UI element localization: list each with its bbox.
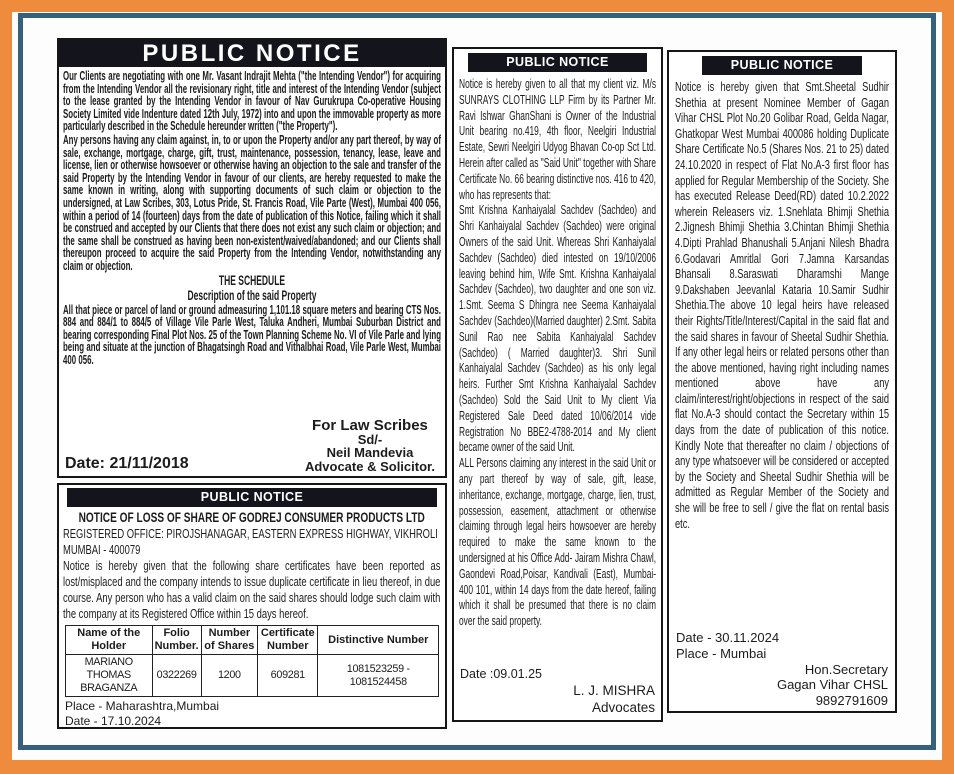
right-sign-phone: 9892791609 [815, 692, 888, 708]
right-notice-place: Place - Mumbai [676, 645, 767, 661]
godrej-notice-body: Notice is hereby given that the following share certificates have been reported as lost/misplaced and the company intends to issue duplicate certificate in lieu thereof, in due course. Any person who has a valid claim on the said shares should lodge such claim with the company at its Registered Office within 15 days hereof. [63, 558, 441, 621]
cell-holder-name: MARIANO THOMAS BRAGANZA [65, 655, 152, 697]
middle-notice-paragraph-3: ALL Persons claiming any interest in the said Unit or any part thereof by way of sale, gift, lease, inheritance, exchange, mortgage, charge, lien, trust, possession, easement, attachment or otherwise claiming through legal heirs howsoever are hereby required to make the same known to the undersigned at his Office Add- Jairam Mishra Chawl, Gaondevi Road,Poisar, Kandivali (East), Mumbai- 400 101, within 14 days from the date hereof, failing which it shall be presumed that there is no claim over the said property. [459, 455, 657, 629]
header-number-of-shares: Number of Shares [201, 626, 258, 655]
left-notice-signoff [305, 419, 439, 473]
share-certificate-table [65, 625, 439, 697]
left-notice-paragraph-1: Our Clients are negotiating with one Mr. Vasant Indrajit Mehta ("the Intending Vendor") for acquiring from the Intending Vendor all the revisionary right, title and interest of the Intending Vendor (subject to the lease granted by the Intending Vendor in favour of Nav Gurukrupa Co-operative Housing Society Limited vide Indenture dated 12th July, 1972) into and upon the immovable property as more particularly described in the Schedule hereunder written ("the Property"). [63, 69, 441, 134]
signoff-sd: Sd/- [357, 431, 383, 447]
right-notice-date: Date - 30.11.2024 [676, 629, 780, 645]
godrej-registered-office: REGISTERED OFFICE: PIROJSHANAGAR, EASTERN EXPRESS HIGHWAY, VIKHROLI MUMBAI - 400079 [63, 526, 438, 557]
godrej-place-line: Place - Maharashtra,Mumbai [65, 699, 220, 713]
middle-notice-date: Date :09.01.25 [460, 667, 543, 681]
cell-distinctive-number: 1081523259 - 1081524458 [318, 655, 439, 697]
table-header-row [65, 626, 438, 655]
right-sign-org: Gagan Vihar CHSL [776, 677, 888, 692]
middle-notice-paragraph-1: Notice is hereby given to all that my client viz. M/s SUNRAYS CLOTHING LLP Firm by its Partner Mr. Ravi Ishwar GhanShani is Owner of the Industrial Unit bearing no.419, 4th floor, Neelgiri Industrial Estate, Sewri Neelgiri Udyog Bhavan Co-op Sct Ltd. Herein after called as "Said Unit" together with Share Certificate No. 66 bearing distinctive nos. 416 to 420, who has represents that: [459, 76, 657, 202]
right-notice-title-bar: PUBLIC NOTICE [702, 56, 862, 75]
cell-folio-number: 0322269 [152, 655, 201, 697]
middle-notice-footer [454, 666, 661, 720]
middle-notice-paragraph-2: Smt Krishna Kanhaiyalal Sachdev (Sachdeo) and Shri Kanhaiyalal Sachdev (Sachdeo) were original Owners of the said Unit. Whereas Shri Kanhaiyalal Sachdev (Sachdeo) died intested on 19/10/2006 leaving behind him, Wife Smt. Krishna Kanhaiyalal Sachdev (Sachdeo), two daughter and one son viz. 1.Smt. Seema S Dhingra nee Seema Kanhaiyalal Sachdev (Sachdeo)(Married daughter) 2.Smt. Sabita Sunil Rao nee Sabita Kanhaiyalal Sachdev (Sachdeo) ( Married daughter)3. Shri Sunil Kanhaiyalal Sachdev (Sachdeo) as his only legal heirs. Further Smt Krishna Kanhaiyalal Sachdev (Sachdeo) Sold the Said Unit to My client Via Registered Sale Deed dated 10/06/2014 vide Registration No BBE2-4788-2014 and My client became owner of the said Unit. [459, 202, 657, 455]
right-notice-body [669, 77, 895, 630]
schedule-subheading: Description of the said Property [187, 287, 317, 303]
middle-sign-role: Advocates [591, 700, 655, 715]
header-folio-number: Folio Number. [152, 626, 201, 655]
gagan-vihar-public-notice [667, 50, 897, 713]
law-scribes-public-notice [57, 38, 447, 478]
header-certificate-number: Certificate Number [258, 626, 318, 655]
header-distinctive-number: Distinctive Number [318, 626, 439, 655]
right-notice-footer [669, 630, 895, 712]
left-notice-footer [59, 419, 445, 476]
middle-notice-title-bar: PUBLIC NOTICE [468, 53, 647, 72]
godrej-notice-title-bar: PUBLIC NOTICE [67, 488, 437, 507]
cell-number-of-shares: 1200 [201, 655, 258, 697]
godrej-date-line: Date - 17.10.2024 [65, 714, 162, 728]
sunrays-clothing-public-notice [452, 47, 663, 722]
left-notice-date: Date: 21/11/2018 [65, 455, 189, 472]
schedule-heading: THE SCHEDULE [218, 272, 286, 288]
header-name-of-holder: Name of the Holder [65, 626, 152, 655]
table-row [65, 655, 438, 697]
left-notice-body [59, 67, 445, 419]
schedule-description: All that piece or parcel of land or ground admeasuring 1,101.18 square meters and bearing CTS Nos. 884 and 884/1 to 884/5 of Village Vile Parle West, Taluka Andheri, Mumbai Suburban District and bearing corresponding Final Plot Nos. 25 of the Town Planning Scheme No. VI of Vile Parle and lying being and situate at the junction of Bhagatsingh Road and Vithalbhai Road, Vile Parle West, Mumbai 400 056. [63, 302, 441, 367]
left-notice-title-bar [59, 40, 445, 67]
signoff-role: Advocate & Solicitor. [304, 458, 435, 474]
left-notice-paragraph-2: Any persons having any claim against, in, to or upon the Property and/or any part thereof, by way of sale, exchange, mortgage, charge, gift, trust, maintenance, possession, tenancy, lease, leave and license, lien or otherwise howsoever or otherwise having an objection to the sale and transfer of the said Property by the Intending Vendor in favour of our clients, are hereby requested to make the same known in writing, along with supporting documents of such claim or objection to the undersigned, at Law Scribes, 303, Lotus Pride, St. Francis Road, Vile Parte (West), Mumbai 400 056, within a period of 14 (fourteen) days from the date of publication of this Notice, failing which it shall be construed and accepted by our Clients that there does not exist any such claim or objection; and the same shall be construed as having been non-existent/waived/abandoned; and our Clients shall thereupon proceed to acquire the said Property from the Intending Vendor, notwithstanding any claim or objection. [63, 132, 441, 273]
signoff-for: For Law Scribes [312, 417, 428, 434]
cell-certificate-number: 609281 [258, 655, 318, 697]
godrej-loss-of-share-notice [57, 483, 447, 729]
godrej-notice-heading: NOTICE OF LOSS OF SHARE OF GODREJ CONSUMER PRODUCTS LTD [78, 509, 425, 525]
middle-sign-name: L. J. MISHRA [573, 683, 655, 698]
right-notice-paragraph: Notice is hereby given that Smt.Sheetal Sudhir Shethia at present Nominee Member of Gagan Vihar CHSL Plot No.20 Golibar Road, Gelda Nagar, Ghatkopar West Mumbai 400086 holding Duplicate Share Certificate No.5 (Shares Nos. 21 to 25) dated 24.10.2020 in respect of Flat No.A-3 first floor has applied for Regular Membership of the Society. She has executed Release Deed(RD) dated 10.2.2022 wherein Releasers viz. 1.Snehlata Bhimji Shethia 2.Jignesh Bhimji Shethia 3.Chintan Bhimji Shethia 4.Dipti Prahlad Bhanushali 5.Anjani Nilesh Bhadra 6.Godavari Amritlal Gori 7.Jamna Karsandas Bhansali 8.Saraswati Dharamshi Mange 9.Dakshaben Jeevanlal Kataria 10.Samir Sudhir Shethia.The above 10 legal heirs have released their Rights/Title/Interest/Capital in the said flat and the said shares in favour of Sheetal Sudhir Shethia. If any other legal heirs or related persons other than the above mentioned, having right including names mentioned above have any claim/interest/right/objections in respect of the said flat No.A-3 should contact the Secretary within 15 days from the date of publication of this notice. Kindly Note that thereafter no claim / objections of any type whatsoever will be considered or accepted by the Society and Sheetal Sudhir Shethia will be admitted as Regular Member of the Society and she will be free to sell / give the flat on rental basis etc. [675, 79, 890, 531]
signoff-name: Neil Mandevia [326, 445, 414, 460]
right-sign-name: Hon.Secretary [804, 661, 888, 677]
left-notice-title: PUBLIC NOTICE [142, 40, 362, 67]
middle-notice-body [454, 74, 661, 666]
